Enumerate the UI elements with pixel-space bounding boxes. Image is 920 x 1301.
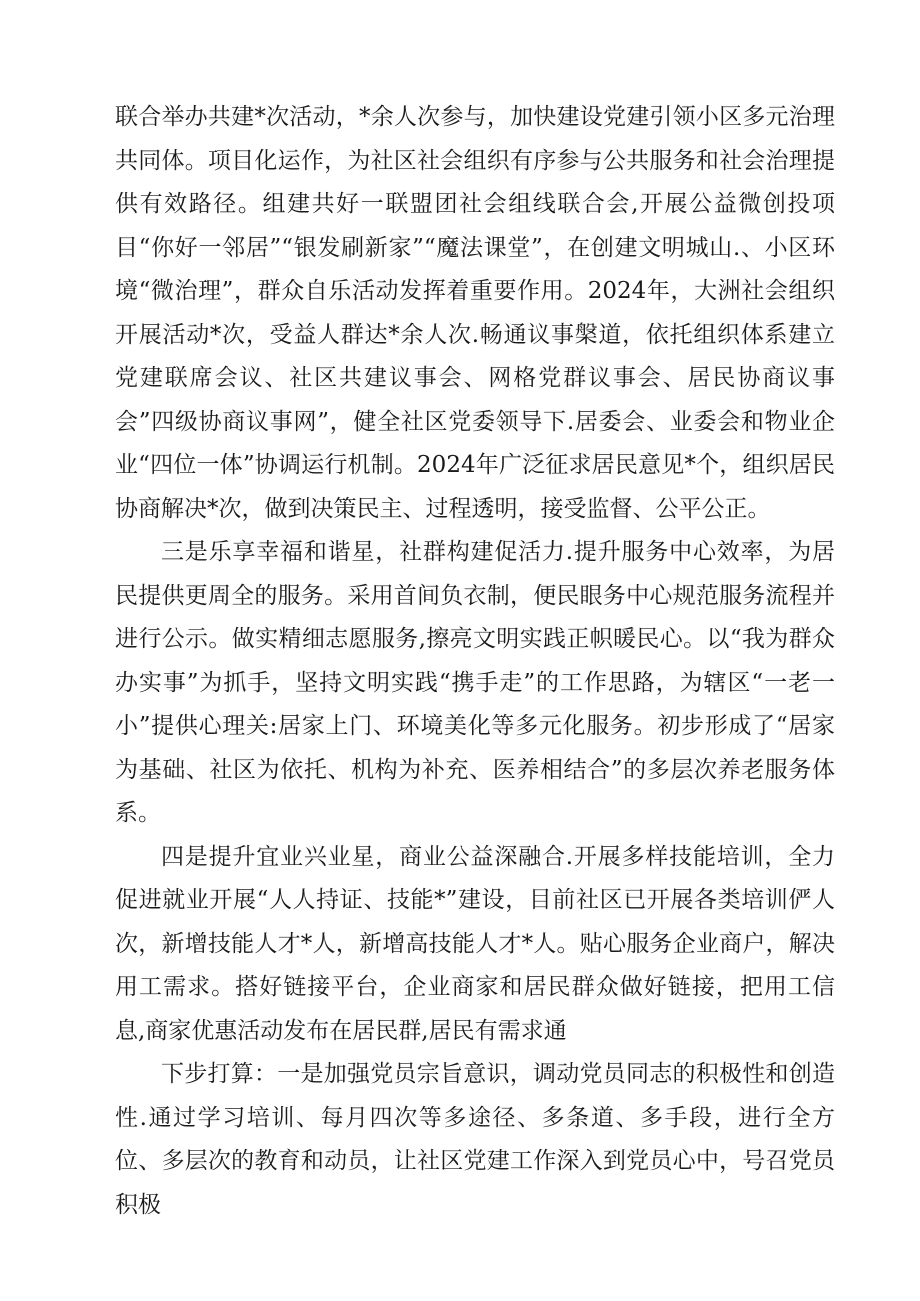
paragraph-business-employment-star: 四是提升宜业兴业星，商业公益深融合.开展多样技能培训，全力促进就业开展“人人持证、技能*”建设，目前社区已开展各类培训俨人次，新增技能人才*人，新增高技能人才*人。贴心服务企业商户，解决用工需求。搭好链接平台，企业商家和居民群众做好链接，把用工信息,商家优惠活动发布在居民群,居民有需求通 [115, 843, 835, 1044]
paragraph-next-steps: 下步打算：一是加强党员宗旨意识，调动党员同志的积极性和创造性.通过学习培训、每月四次等多途径、多条道、多手段，进行全方位、多层次的教育和动员，让社区党建工作深入到党员心中，号召党员积极 [115, 1061, 835, 1218]
paragraph-community-governance: 联合举办共建*次活动，*余人次参与，加快建设党建引领小区多元治理共同体。项目化运作，为社区社会组织有序参与公共服务和社会治理提供有效路径。组建共好一联盟团社会组线联合会,开展公益微创投项目“你好一邻居”“银发刷新家”“魔法课堂”，在创建文明城山.、小区环境“微治理”，群众自乐活动发挥着重要作用。2024年，大洲社会组织开展活动*次，受益人群达*余人次.畅通议事槃道，依托组织体系建立党建联席会议、社区共建议事会、网格党群议事会、居民协商议事会”四级协商议事网”，健全社区党委领导下.居委会、业委会和物业企业“四位一体”协调运行机制。2024年广泛征求居民意见*个，组织居民协商解决*次，做到决策民主、过程透明，接受监督、公平公正。 [115, 104, 835, 522]
paragraph-happiness-harmony-star: 三是乐享幸福和谐星，社群构建促活力.提升服务中心效率，为居民提供更周全的服务。采用首间负衣制，便民眼务中心规范服务流程并进行公示。做实精细志愿服务,擦亮文明实践正帜暖民心。以“我为群众办实事”为抓手，坚持文明实践“携手走”的工作思路，为辖区“一老一小”提供心理关:居家上门、环境美化等多元化服务。初步形成了“居家为基础、社区为依托、机构为补充、医养相结合”的多层次养老服务体系。 [115, 539, 835, 826]
document-body [115, 96, 835, 1227]
